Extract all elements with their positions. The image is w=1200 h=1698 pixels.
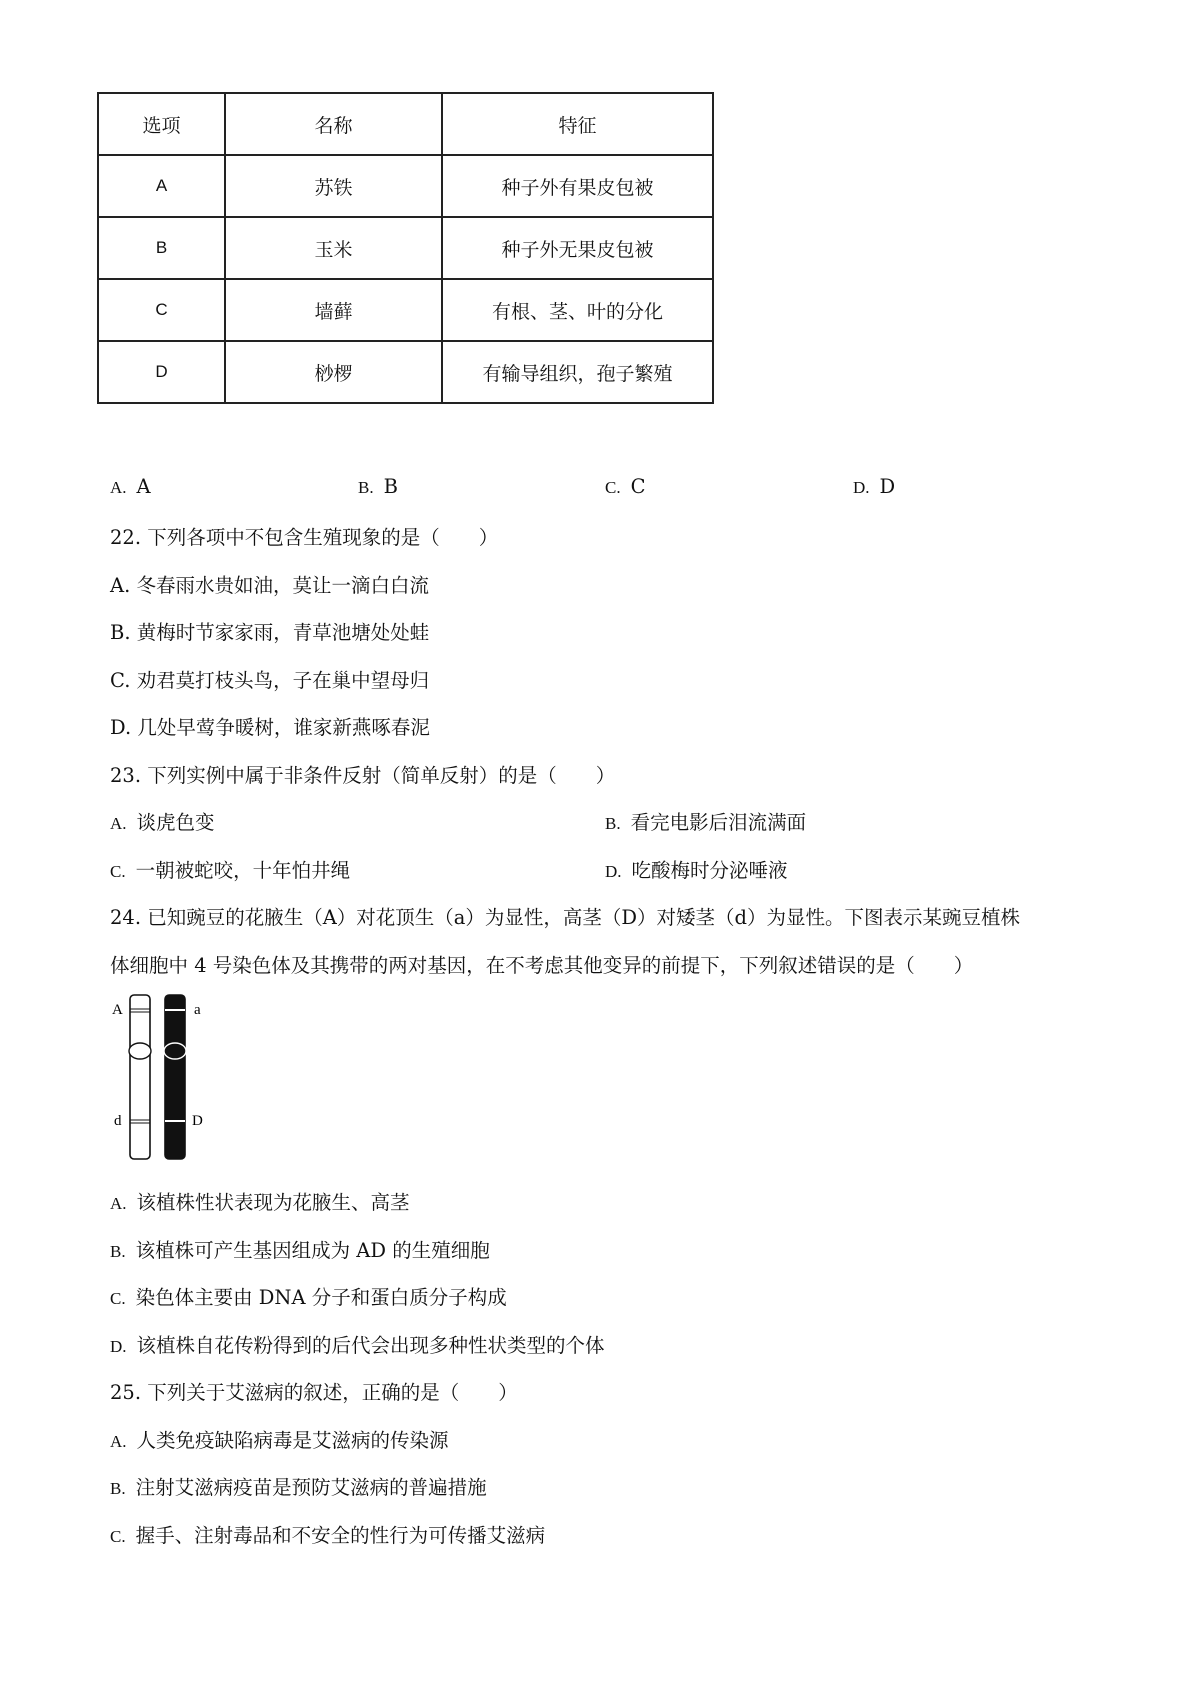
label-A: A [112, 1002, 123, 1018]
black-chromosome [165, 995, 185, 1159]
q25-option-b[interactable] [110, 1472, 487, 1500]
row-feature: 有根、茎、叶的分化 [442, 279, 713, 341]
row-option: A [98, 155, 225, 217]
option-text: A [136, 475, 151, 498]
option-text: 一朝被蛇咬，十年怕井绳 [135, 859, 351, 882]
label-d: d [114, 1113, 122, 1129]
row-name: 桫椤 [225, 341, 442, 403]
option-label: B. [605, 814, 621, 833]
q24-stem-line2: 体细胞中 4 号染色体及其携带的两对基因，在不考虑其他变异的前提下，下列叙述错误的是（ ） [110, 954, 974, 977]
header-name: 名称 [225, 93, 442, 155]
option-label: B. [110, 1479, 126, 1498]
option-label: C. [110, 862, 126, 881]
q25-option-c[interactable] [110, 1520, 545, 1548]
option-label: B. [358, 478, 374, 497]
option-text: 该植株性状表现为花腋生、高茎 [136, 1191, 410, 1214]
table-row [98, 279, 713, 341]
q22-option-d[interactable]: D. 几处早莺争暖树，谁家新燕啄春泥 [110, 716, 430, 739]
option-text: 谈虎色变 [136, 811, 215, 834]
q21-option-a[interactable] [110, 475, 151, 498]
option-text: 染色体主要由 DNA 分子和蛋白质分子构成 [135, 1286, 507, 1309]
table-row [98, 217, 713, 279]
row-name: 墙藓 [225, 279, 442, 341]
option-label: B. [110, 1242, 126, 1261]
option-text: 注射艾滋病疫苗是预防艾滋病的普遍措施 [135, 1476, 487, 1499]
option-label: A. [110, 814, 127, 833]
row-option: C [98, 279, 225, 341]
option-label: C. [110, 1527, 126, 1546]
q21-option-d[interactable] [853, 475, 895, 498]
option-text: C [630, 475, 646, 498]
label-D: D [192, 1113, 203, 1129]
option-text: 吃酸梅时分泌唾液 [631, 859, 788, 882]
option-label: C. [605, 478, 621, 497]
q23-option-a[interactable] [110, 807, 215, 835]
option-text: 握手、注射毒品和不安全的性行为可传播艾滋病 [135, 1524, 546, 1547]
table-header-row [98, 93, 713, 155]
q23-option-d[interactable] [605, 855, 788, 883]
table-row [98, 341, 713, 403]
option-label: D. [605, 862, 622, 881]
q24-option-a[interactable] [110, 1187, 410, 1215]
q24-option-b[interactable] [110, 1235, 490, 1263]
label-a: a [194, 1002, 201, 1018]
row-feature: 种子外无果皮包被 [442, 217, 713, 279]
row-name: 玉米 [225, 217, 442, 279]
plant-classification-table [97, 92, 714, 404]
q25-stem: 25. 下列关于艾滋病的叙述，正确的是（ ） [110, 1381, 518, 1404]
q24-option-c[interactable] [110, 1282, 507, 1310]
option-text: 看完电影后泪流满面 [630, 811, 807, 834]
option-text: B [383, 475, 398, 498]
option-label: D. [853, 478, 870, 497]
option-label: A. [110, 478, 127, 497]
option-text: 该植株可产生基因组成为 AD 的生殖细胞 [135, 1239, 490, 1262]
q24-stem-line1: 24. 已知豌豆的花腋生（A）对花顶生（a）为显性，高茎（D）对矮茎（d）为显性。下图表示某豌豆植株 [110, 906, 1021, 929]
white-centromere [129, 1043, 151, 1059]
option-label: A. [110, 1194, 127, 1213]
q23-stem: 23. 下列实例中属于非条件反射（简单反射）的是（ ） [110, 764, 616, 787]
table-row [98, 155, 713, 217]
q23-option-c[interactable] [110, 855, 350, 883]
option-text: 该植株自花传粉得到的后代会出现多种性状类型的个体 [136, 1334, 605, 1357]
q22-option-c[interactable]: C. 劝君莫打枝头鸟，子在巢中望母归 [110, 669, 430, 692]
option-label: C. [110, 1289, 126, 1308]
row-option: B [98, 217, 225, 279]
q21-option-b[interactable] [358, 475, 398, 498]
q23-option-b[interactable] [605, 807, 806, 835]
row-option: D [98, 341, 225, 403]
white-chromosome [130, 995, 150, 1159]
option-label: D. [110, 1337, 127, 1356]
homologous-chromosomes-figure [108, 993, 218, 1163]
q25-option-a[interactable] [110, 1425, 449, 1453]
option-text: 人类免疫缺陷病毒是艾滋病的传染源 [136, 1429, 449, 1452]
row-name: 苏铁 [225, 155, 442, 217]
q22-option-b[interactable]: B. 黄梅时节家家雨，青草池塘处处蛙 [110, 621, 430, 644]
q24-option-d[interactable] [110, 1330, 605, 1358]
header-feature: 特征 [442, 93, 713, 155]
q22-stem: 22. 下列各项中不包含生殖现象的是（ ） [110, 526, 499, 549]
row-feature: 种子外有果皮包被 [442, 155, 713, 217]
header-option: 选项 [98, 93, 225, 155]
row-feature: 有输导组织，孢子繁殖 [442, 341, 713, 403]
black-centromere [164, 1043, 186, 1059]
option-text: D [879, 475, 896, 498]
chromosome-diagram [108, 993, 218, 1163]
option-label: A. [110, 1432, 127, 1451]
q22-option-a[interactable]: A. 冬春雨水贵如油，莫让一滴白白流 [110, 574, 429, 597]
q21-option-c[interactable] [605, 475, 646, 498]
